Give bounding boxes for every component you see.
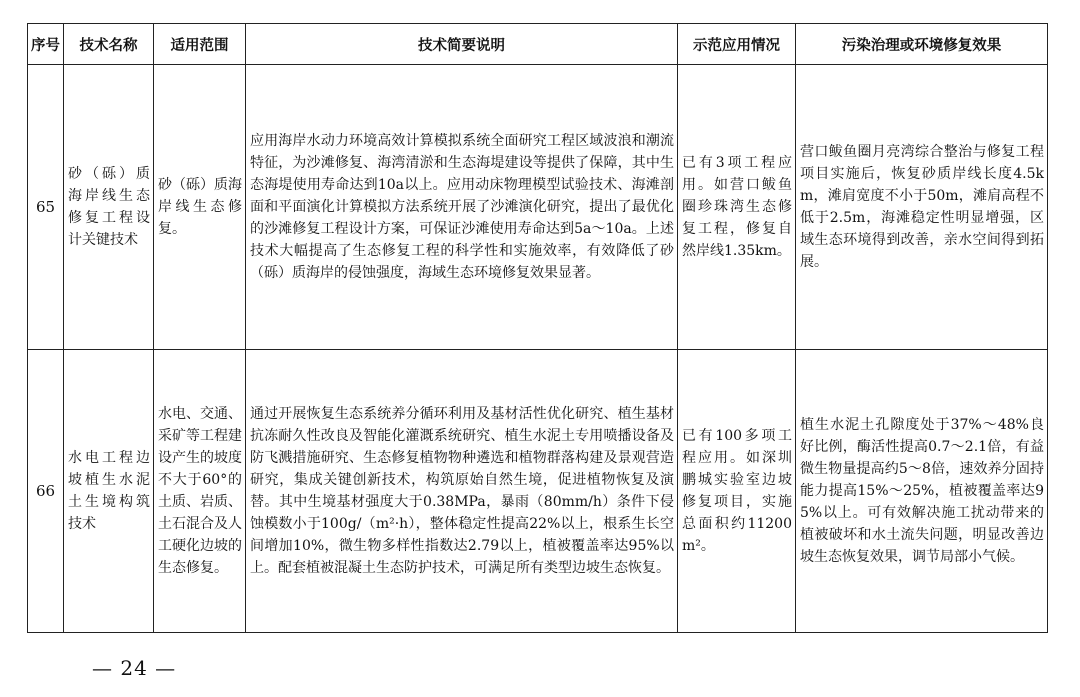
table-row <box>28 350 1048 633</box>
effect-cell <box>796 350 1048 633</box>
demo-cell <box>678 65 796 350</box>
effect-cell <box>796 65 1048 350</box>
effect-text: 营口鲅鱼圈月亮湾综合整治与修复工程项目实施后，恢复砂质岸线长度4.5km，滩肩宽度不小于50m，滩肩高程不低于2.5m，海滩稳定性明显增强，区域生态环境得到改善，亲水空间得到拓展。 <box>800 144 1044 270</box>
scope-text: 砂（砾）质海岸线生态修复。 <box>158 177 242 237</box>
header-demo-application: 示范应用情况 <box>678 24 796 65</box>
row-number: 65 <box>28 65 64 350</box>
row-number: 66 <box>28 350 64 633</box>
header-seq: 序号 <box>28 24 64 65</box>
table-row <box>28 65 1048 350</box>
tech-name: 水电工程边坡植生水泥土生境构筑技术 <box>68 450 150 532</box>
description-cell <box>246 350 678 633</box>
scope-cell <box>154 350 246 633</box>
header-row <box>28 24 1048 65</box>
demo-text: 已有3项工程应用。如营口鲅鱼圈珍珠湾生态修复工程，修复自然岸线1.35km。 <box>682 155 792 259</box>
tech-name: 砂（砾）质海岸线生态修复工程设计关键技术 <box>68 166 150 248</box>
header-scope: 适用范围 <box>154 24 246 65</box>
tech-table <box>27 23 1048 633</box>
header-tech-name: 技术名称 <box>64 24 154 65</box>
demo-cell <box>678 350 796 633</box>
description-text: 通过开展恢复生态系统养分循环利用及基材活性优化研究、植生基材抗冻耐久性改良及智能化灌溉系统研究、植生水泥土专用喷播设备及防飞溅措施研究、生态修复植物物种遴选和植物群落构建及景观营造研究，集成关键创新技术，构筑原始自然生境，促进植物恢复及演替。其中生境基材强度大于0.38MPa，暴雨（80mm/h）条件下侵蚀模数小于100g/（m²·h），整体稳定性提高22%以上，根系生长空间增加10%，微生物多样性指数达2.79以上，植被覆盖率达95%以上。配套植被混凝土生态防护技术，可满足所有类型边坡生态恢复。 <box>250 406 674 576</box>
scope-text: 水电、交通、采矿等工程建设产生的坡度不大于60°的土质、岩质、土石混合及人工硬化边坡的生态修复。 <box>158 406 242 576</box>
demo-text: 已有100多项工程应用。如深圳鹏城实验室边坡修复项目，实施总面积约11200m²。 <box>682 428 792 554</box>
header-description: 技术简要说明 <box>246 24 678 65</box>
tech-name-cell <box>64 350 154 633</box>
page-number: — 24 — <box>92 656 177 680</box>
tech-name-cell <box>64 65 154 350</box>
description-text: 应用海岸水动力环境高效计算模拟系统全面研究工程区域波浪和潮流特征，为沙滩修复、海湾清淤和生态海堤建设等提供了保障，其中生态海堤使用寿命达到10a以上。应用动床物理模型试验技术、海滩剖面和平面演化计算模拟方法系统开展了沙滩演化研究，提出了最优化的沙滩修复工程设计方案，可保证沙滩使用寿命达到5a～10a。上述技术大幅提高了生态修复工程的科学性和实施效率，有效降低了砂（砾）质海岸的侵蚀强度，海域生态环境修复效果显著。 <box>250 133 674 281</box>
header-effect: 污染治理或环境修复效果 <box>796 24 1048 65</box>
scope-cell <box>154 65 246 350</box>
description-cell <box>246 65 678 350</box>
effect-text: 植生水泥土孔隙度处于37%～48%良好比例，酶活性提高0.7～2.1倍，有益微生物量提高约5～8倍，速效养分固持能力提高15%～25%，植被覆盖率达95%以上。可有效解决施工扰动带来的植被破坏和水土流失问题，明显改善边坡生态恢复效果，调节局部小气候。 <box>800 417 1044 565</box>
